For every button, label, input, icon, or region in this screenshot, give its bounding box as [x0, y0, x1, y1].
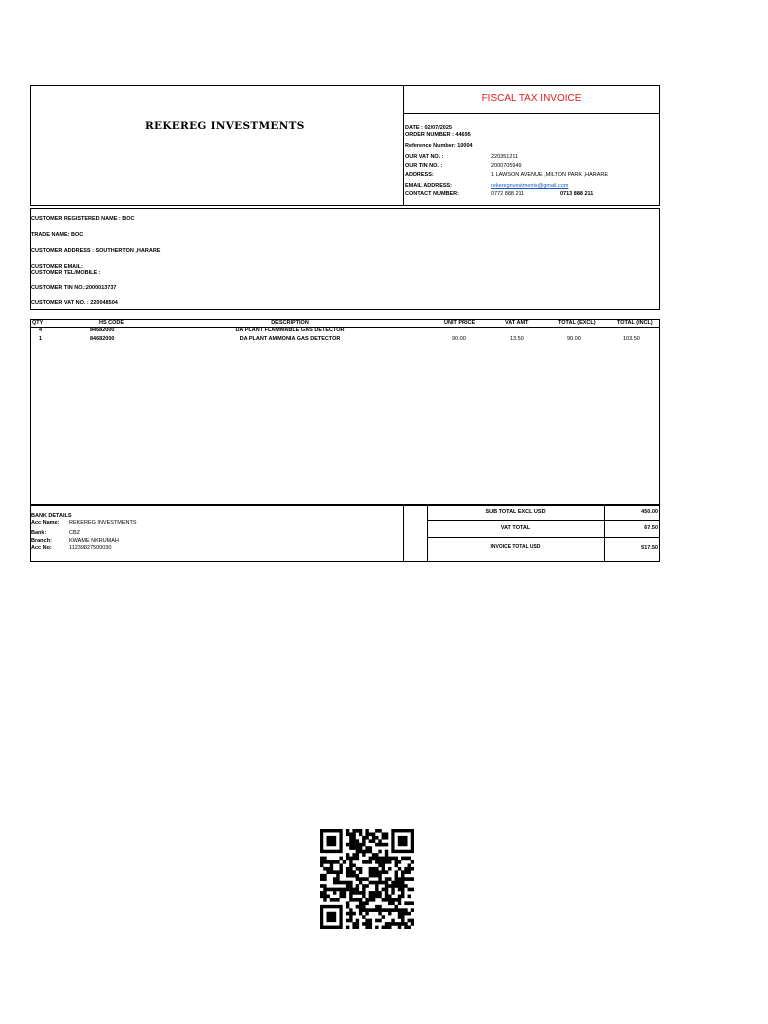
date-line: DATE : 02/07/2025 — [405, 125, 452, 131]
customer-trade-name: TRADE NAME: BOC — [31, 232, 84, 238]
bank-label: Bank: — [31, 530, 47, 536]
customer-tel: CUSTOMER TEL/MOBILE : — [31, 270, 101, 276]
bank-value: CBZ — [69, 530, 80, 536]
vat-no-value: 220351211 — [491, 154, 519, 160]
col-header-description: DESCRIPTION — [271, 320, 309, 326]
vat-no-label: OUR VAT NO. : — [405, 154, 444, 160]
customer-registered-name: CUSTOMER REGISTERED NAME : BOC — [31, 216, 135, 222]
col-header-vat-amt: VAT AMT — [505, 320, 529, 326]
reference-number-line: Reference Number: 10004 — [405, 143, 473, 149]
order-number-line: ORDER NUMBER : 44695 — [405, 132, 471, 138]
totals-row-divider-2 — [427, 537, 660, 538]
row1-qty: 4 — [39, 327, 43, 333]
contact-label: CONTACT NUMBER: — [405, 191, 459, 197]
col-header-total-incl: TOTAL (INCL) — [617, 320, 653, 326]
tin-no-value: 2000705949 — [491, 163, 522, 169]
qr-code-icon — [320, 829, 414, 929]
contact-value-2: 0713 888 211 — [560, 191, 594, 197]
totals-row-divider-1 — [427, 520, 660, 521]
customer-address: CUSTOMER ADDRESS : SOUTHERTON ,HARARE — [31, 248, 161, 254]
company-name: REKEREG INVESTMENTS — [145, 120, 305, 132]
customer-vat: CUSTOMER VAT NO. : 220048504 — [31, 300, 118, 306]
title-divider — [403, 113, 660, 114]
row1-hs-code: 84682000 — [90, 327, 115, 333]
col-header-total-excl: TOTAL (EXCL) — [558, 320, 596, 326]
row2-hs-code: 84682000 — [90, 336, 115, 342]
subtotal-label: SUB TOTAL EXCL USD — [485, 509, 546, 515]
invoice-total-label: INVOICE TOTAL USD — [490, 544, 541, 550]
row2-total-incl: 103.50 — [623, 336, 640, 342]
branch-label: Branch: — [31, 538, 52, 544]
address-value: 1 LAWSON AVENUE ,MILTON PARK ,HARARE — [491, 172, 609, 178]
row2-description: DA PLANT AMMONIA GAS DETECTOR — [239, 336, 341, 342]
vat-total-label: VAT TOTAL — [500, 525, 531, 531]
vat-total-value: 67.50 — [644, 525, 658, 531]
row1-description: DA PLANT FLAMMABLE GAS DETECTOR — [235, 327, 345, 333]
row2-total-excl: 90.00 — [567, 336, 581, 342]
acc-no-label: Acc No: — [31, 545, 52, 551]
invoice-title: FISCAL TAX INVOICE — [481, 93, 582, 104]
tin-no-label: OUR TIN NO. : — [405, 163, 443, 169]
row2-qty: 1 — [39, 336, 43, 342]
email-link[interactable]: rekeregnvestments@gmail.com — [491, 183, 569, 189]
totals-divider-1 — [403, 505, 404, 562]
bank-details-title: BANK DETAILS — [31, 513, 72, 519]
customer-email: CUSTOMER EMAIL: — [31, 264, 83, 270]
invoice-total-value: 517.50 — [641, 545, 658, 551]
customer-tin: CUSTOMER TIN NO.:2000013737 — [31, 285, 117, 291]
acc-name-label: Acc Name: — [31, 520, 60, 526]
col-header-qty: QTY — [32, 320, 44, 326]
email-label: EMAIL ADDRESS: — [405, 183, 453, 189]
address-label: ADDRESS: — [405, 172, 434, 178]
col-header-unit-price: UNIT PRICE — [444, 320, 476, 326]
contact-value-1: 0772 888 211 — [491, 191, 525, 197]
acc-no-value: 11239827500030 — [69, 545, 112, 551]
items-table — [30, 319, 660, 505]
customer-box — [30, 208, 660, 310]
subtotal-value: 450.00 — [641, 509, 658, 515]
branch-value: KWAME NKRUMAH — [69, 538, 119, 544]
row2-unit-price: 90.00 — [452, 336, 466, 342]
acc-name-value: REKEREG INVESTMENTS — [69, 520, 137, 526]
row2-vat-amt: 13.50 — [510, 336, 524, 342]
col-header-hs-code: HS CODE — [99, 320, 125, 326]
